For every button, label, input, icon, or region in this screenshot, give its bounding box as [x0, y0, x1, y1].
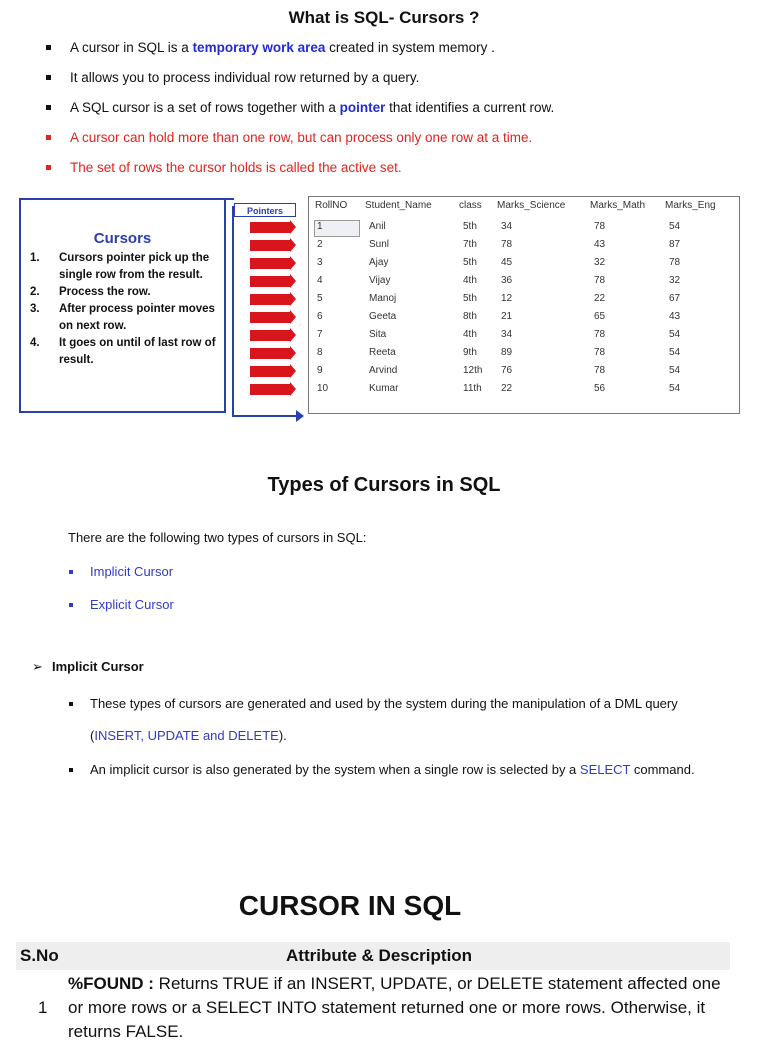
- table-header-cell: class: [459, 200, 482, 211]
- row-description: %FOUND : Returns TRUE if an INSERT, UPDATE, or DELETE statement affected one or more rows or a SELECT INTO statement returned one or more rows. Otherwise, it returns FALSE.: [68, 974, 721, 1041]
- implicit-bullet: These types of cursors are generated and used by the system during the manipulation of a DML query (INSERT, UPDATE and DELETE).: [68, 688, 728, 752]
- table-cell: 9th: [463, 347, 477, 358]
- step-item: 2. Process the row.: [30, 286, 151, 298]
- page-title: What is SQL- Cursors ?: [288, 8, 480, 27]
- table-cell: 8th: [463, 311, 477, 322]
- table-cell: 78: [594, 365, 606, 376]
- step-item: 4. It goes on until of last row of result.: [30, 337, 216, 366]
- pointer-arrow-icon: [250, 384, 290, 395]
- table-cell: 22: [594, 293, 606, 304]
- table-cell: Ajay: [369, 257, 389, 268]
- table-cell: 5th: [463, 257, 477, 268]
- table-cell: 4: [317, 275, 323, 286]
- bullet-item: A SQL cursor is a set of rows together with a pointer that identifies a current row.: [40, 96, 750, 126]
- table-cell: 8: [317, 347, 323, 358]
- student-table: [308, 196, 740, 414]
- table-cell: 4th: [463, 329, 477, 340]
- table-cell: 65: [594, 311, 606, 322]
- column-header-attribute: Attribute & Description: [286, 946, 473, 965]
- attribute-table-header: [16, 942, 730, 970]
- table-cell: Vijay: [369, 275, 391, 286]
- implicit-cursor-list: [68, 688, 728, 788]
- implicit-bullet: An implicit cursor is also generated by the system when a single row is selected by a SELECT command.: [68, 754, 728, 786]
- table-cell: 22: [501, 383, 513, 394]
- table-header-cell: RollNO: [315, 200, 348, 211]
- table-cell: 43: [669, 311, 681, 322]
- table-header-cell: Marks_Science: [497, 200, 566, 211]
- table-cell: Anil: [369, 221, 386, 232]
- table-cell: 12: [501, 293, 513, 304]
- pointers-label: Pointers: [234, 203, 296, 217]
- table-cell: 11th: [463, 383, 482, 394]
- column-header-sno: S.No: [20, 946, 59, 965]
- connector-line: [232, 415, 298, 417]
- table-cell: 34: [501, 221, 513, 232]
- table-cell: Sunl: [369, 239, 390, 250]
- cursor-types-list: [68, 560, 174, 626]
- bullet-item: It allows you to process individual row returned by a query.: [40, 66, 750, 96]
- table-cell: 56: [594, 383, 606, 394]
- bullet-item: A cursor in SQL is a temporary work area created in system memory .: [40, 36, 750, 66]
- table-cell: 78: [594, 275, 606, 286]
- types-intro: There are the following two types of cursors in SQL:: [68, 530, 367, 545]
- table-cell: Sita: [369, 329, 387, 340]
- table-cell: 9: [317, 365, 323, 376]
- table-cell: 7th: [463, 239, 477, 250]
- cursor-type-item: Explicit Cursor: [68, 593, 174, 626]
- cursor-definition-list: [40, 36, 750, 186]
- table-cell: 54: [669, 365, 681, 376]
- arrow-right-icon: [296, 410, 304, 422]
- table-cell: 4th: [463, 275, 477, 286]
- cursors-steps-box: [19, 198, 226, 413]
- row-number: 1: [38, 998, 48, 1017]
- table-cell: 2: [317, 239, 323, 250]
- table-cell: 54: [669, 383, 681, 394]
- pointer-arrow-icon: [250, 222, 290, 233]
- cursor-in-sql-title: CURSOR IN SQL: [238, 890, 462, 921]
- table-cell: 5: [317, 293, 323, 304]
- table-cell: 12th: [463, 365, 483, 376]
- table-cell: 87: [669, 239, 681, 250]
- pointer-arrow-icon: [250, 366, 290, 377]
- table-cell: 1: [317, 221, 323, 232]
- table-cell: 3: [317, 257, 323, 268]
- pointer-arrow-icon: [250, 294, 290, 305]
- table-cell: 78: [501, 239, 513, 250]
- table-cell: Reeta: [369, 347, 396, 358]
- table-cell: 76: [501, 365, 513, 376]
- table-header-cell: Marks_Eng: [665, 200, 716, 211]
- table-cell: 21: [501, 311, 513, 322]
- table-cell: 10: [317, 383, 329, 394]
- implicit-cursor-heading: ➢ Implicit Cursor: [32, 659, 144, 674]
- table-cell: 7: [317, 329, 323, 340]
- table-cell: 5th: [463, 293, 477, 304]
- table-cell: 5th: [463, 221, 477, 232]
- bullet-item-highlight: The set of rows the cursor holds is called the active set.: [40, 156, 750, 186]
- table-header-cell: Marks_Math: [590, 200, 646, 211]
- cursors-box-title: Cursors: [93, 230, 152, 247]
- arrow-bullet-icon: ➢: [32, 659, 43, 674]
- table-cell: 36: [501, 275, 513, 286]
- table-cell: 67: [669, 293, 681, 304]
- table-cell: 32: [669, 275, 681, 286]
- table-cell: Arvind: [369, 365, 398, 376]
- step-item: 3. After process pointer moves on next row.: [30, 303, 215, 332]
- table-cell: 43: [594, 239, 606, 250]
- table-cell: 78: [594, 221, 606, 232]
- table-cell: 89: [501, 347, 513, 358]
- table-cell: 34: [501, 329, 513, 340]
- connector-line: [232, 206, 234, 416]
- connector-line: [226, 198, 234, 200]
- table-cell: 78: [594, 347, 606, 358]
- cursors-steps-list: [21, 250, 217, 369]
- types-section-title: Types of Cursors in SQL: [267, 474, 501, 496]
- table-cell: 78: [669, 257, 681, 268]
- table-cell: Manoj: [369, 293, 397, 304]
- table-cell: 54: [669, 347, 681, 358]
- table-cell: Geeta: [369, 311, 397, 322]
- table-cell: 54: [669, 329, 681, 340]
- table-cell: 45: [501, 257, 513, 268]
- pointer-arrow-icon: [250, 240, 290, 251]
- pointer-arrow-icon: [250, 312, 290, 323]
- step-item: 1. Cursors pointer pick up the single row from the result.: [30, 252, 210, 281]
- table-cell: 6: [317, 311, 323, 322]
- table-cell: 78: [594, 329, 606, 340]
- table-header-cell: Student_Name: [365, 200, 432, 211]
- bullet-item-highlight: A cursor can hold more than one row, but can process only one row at a time.: [40, 126, 750, 156]
- pointer-arrow-icon: [250, 330, 290, 341]
- table-cell: 32: [594, 257, 606, 268]
- table-cell: 54: [669, 221, 681, 232]
- pointer-arrow-icon: [250, 276, 290, 287]
- pointer-arrow-icon: [250, 258, 290, 269]
- table-cell: Kumar: [369, 383, 399, 394]
- cursor-type-item: Implicit Cursor: [68, 560, 174, 593]
- pointer-arrow-icon: [250, 348, 290, 359]
